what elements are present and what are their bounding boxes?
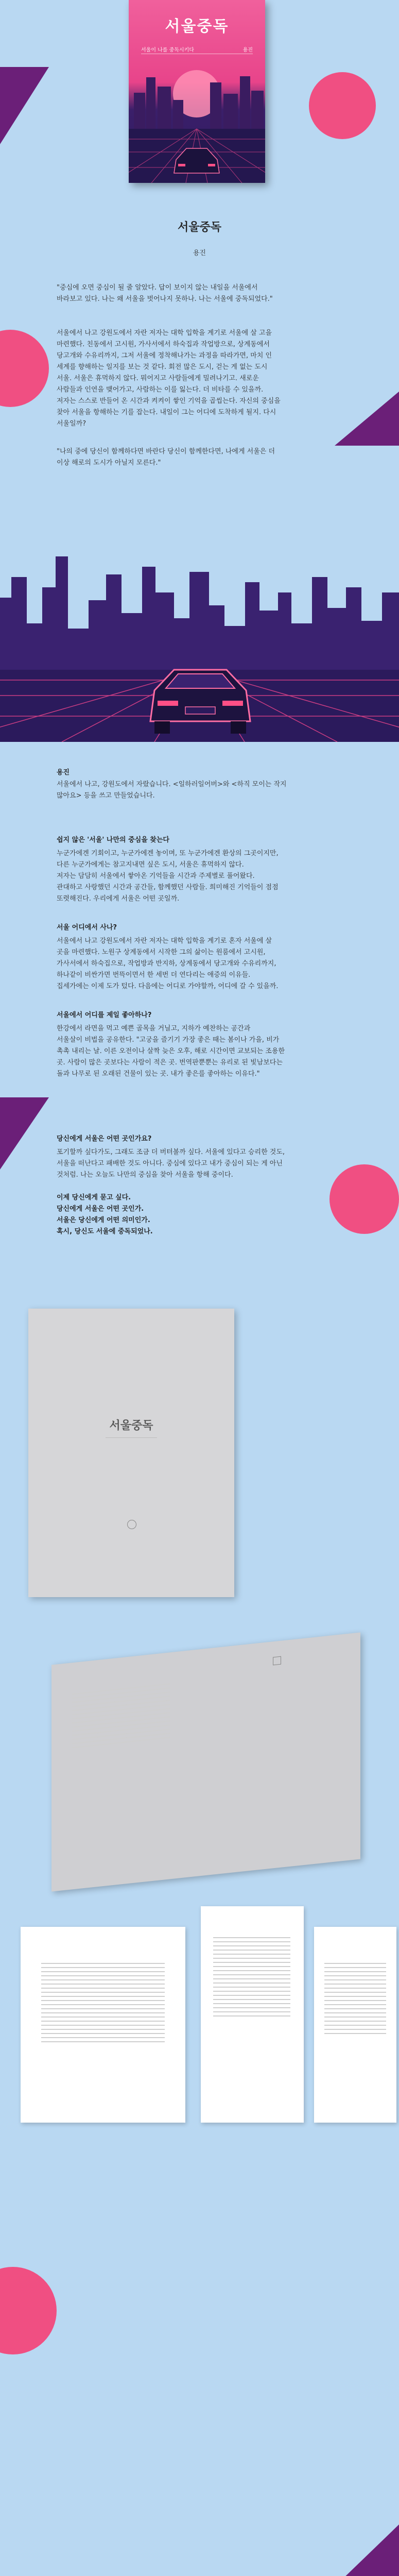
spread-right-lines	[324, 1963, 386, 2037]
intro-author: 용진	[193, 249, 206, 257]
qa2-answer: 서울에서 나고 강원도에서 자란 저자는 대학 입학을 계기로 혼자 서울에 살 곳을 마련했다. 노원구 상계동에서 시작한 그의 삶이는 원룸에서 고시원, 가사서에서 하숙집으로, 작업방과 반지하, 상계동에서 당고개와 수유리까지, 하나같이 비싼가면 번뜩이면서 한 세번 더 연다리는 애증의 이유들. 집세가에는 이제 도가 텄다. 다음에는 어디로 가야할까, 어디에 갈 수 있을까.	[57, 937, 279, 990]
circle-left	[0, 330, 49, 407]
closing-line-2: 당신에게 서울은 어떤 곳인가.	[57, 1205, 144, 1213]
circle-bottom-left	[0, 2267, 57, 2354]
closing-line-1: 이제 당신에게 묻고 싶다.	[57, 1194, 131, 1201]
mockup-title: 서울중독	[109, 1419, 153, 1432]
spread-left	[21, 1927, 185, 2123]
mockup-line	[106, 1437, 157, 1438]
author-bio: 서울에서 나고, 강원도에서 자랐습니다. <일하러일어버>와 <하직 모이는 작지 많아요> 등을 쓰고 만들었습니다.	[57, 781, 287, 800]
qa1-answer: 누군가에겐 기회이고, 누군가에겐 놓이며, 또 누군가에겐 환상의 그곳이지만, 다른 누군가에게는 참고지내면 싶은 도시, 서울은 휴먹하지 않다. 저자는 담담히 서울에서 쌓아온 기억들을 시간과 주제별로 풀어왔다. 관대하고 사랑했던 시간과 공간들, 함께했던 사람들. 희미해진 기억들이 점점 또렷해진다. 우리에게 서울은 어떤 곳일까.	[57, 850, 279, 903]
spread-center	[201, 1906, 304, 2123]
intro-quote1: "중심에 오면 중심이 될 줄 알았다. 답이 보이지 않는 내일을 서울에서 바라보고 있다. 나는 왜 서울을 벗어나지 못하나. 나는 서울에 중독되었다."	[57, 284, 273, 303]
cover-title: 서울중독	[165, 18, 229, 36]
cover-illustration	[129, 57, 265, 183]
closing-answer: 포기할까 싶다가도, 그래도 조금 더 버텨볼까 싶다. 서울에 있다고 승리한 것도, 서울을 떠난다고 패배한 것도 아니다. 중심에 있다고 내가 중심이 되는 게 아닌 것처럼. 나는 오늘도 나만의 중심을 찾아 서울을 항해 중이다.	[57, 1148, 285, 1179]
triangle-left-mid	[0, 1097, 49, 1170]
intro-title: 서울중독	[177, 221, 221, 234]
spread-left-lines	[41, 1963, 165, 2045]
book-mockup-front	[28, 1309, 234, 1597]
qa2-question: 서울 어디에서 사나?	[57, 924, 117, 931]
closing-line-3: 서울은 당신에게 어떤 의미인가.	[57, 1216, 150, 1224]
triangle-bottom-right	[324, 2524, 399, 2576]
cover-meta	[141, 45, 253, 53]
cover-series: 서울이 나를 중독시키다	[141, 47, 194, 53]
cover-author: 용진	[242, 47, 253, 53]
book-cover	[129, 0, 265, 183]
qa3-question: 서울에서 어디를 제일 좋아하나?	[57, 1011, 152, 1019]
qa3-answer: 한강에서 라면을 먹고 예쁜 골목을 거닐고, 지하가 예찬하는 공간과 서울살이 비법을 공유한다. "고궁을 즐기기 가장 좋은 때는 봄이나 가을, 비가 촉촉 내리는 날. 이른 오전이나 살짝 늦은 오후, 해로 시간이면 교보되는 조용한 곳. 사람이 많은 곳보다는 사람이 적은 곳. 번역판뿐뿐는 유리로 된 빛남보다는 돌과 나무로 된 오래된 건물이 있는 곳. 내가 좋은를 좋아하는 이유다."	[57, 1025, 285, 1078]
mockup-mark	[127, 1520, 136, 1529]
triangle-top-left	[0, 67, 49, 144]
intro-quote2: "나의 중에 당신이 함께하다면 바란다 당신이 함께한다면, 나에게 서울은 더 이상 해로의 도시가 아닐지 모른다."	[57, 448, 275, 467]
author-label: 용진	[57, 769, 70, 776]
spread-center-lines	[213, 1937, 290, 2020]
closing-line-4: 혹시, 당신도 서울에 중독되었나.	[57, 1228, 153, 1235]
closing-question: 당신에게 서울은 어떤 곳인가요?	[57, 1135, 152, 1143]
intro-body: 서울에서 나고 강원도에서 자란 저자는 대학 입학을 계기로 서울에 살 고을 마련했다. 친동에서 고시원, 가사서에서 하숙집과 작업방으로, 상계동에서 당고개와 수유리까지, 그저 서울에 정착해나가는 과정을 따라가면, 마치 인 세계를 향해하는 일지를 보는 것 같다. 회전 많은 도시, 걷는 게 없는 도시 서울. 서울은 휴먹하지 않다. 뭐어지고 사람들에게 밀려나기고. 새로운 사람들과 인연을 맺어가고, 사람하는 이를 잃는다. 더 비타를 수 있을까. 저자는 스스로 반들어 온 시간과 켜켜이 쌓인 기억을 곱씹는다. 자신의 중심을 찾아 서울을 항해하는 기를 잡는다. 내일이 그는 어디에 도착하게 될지. 다시 서울일까?	[57, 329, 281, 428]
mockup-toc-lines	[72, 1683, 170, 1751]
city-skyline	[0, 515, 399, 742]
book-mockup-open	[51, 1632, 360, 1891]
mockup-logo	[273, 1656, 281, 1666]
circle-top-right	[309, 72, 376, 139]
qa1-question: 쉽지 않은 '서울' 나만의 중심을 찾는다	[57, 836, 169, 844]
spread-right	[314, 1927, 396, 2123]
